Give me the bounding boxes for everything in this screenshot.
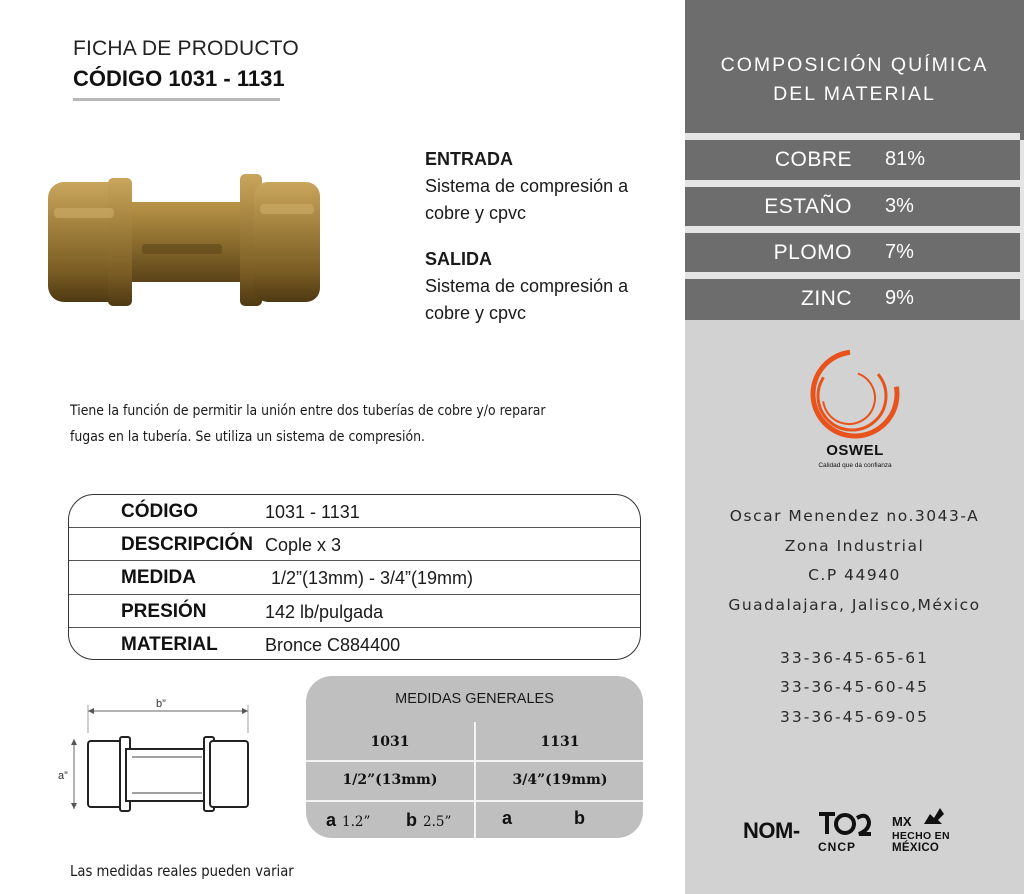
address-line-3: C.P 44940 <box>808 566 901 584</box>
eagle-icon <box>920 806 948 828</box>
measures-disclaimer: Las medidas reales pueden variar <box>70 862 294 880</box>
b-value: 2.5” <box>423 814 452 830</box>
separator <box>685 226 1020 233</box>
measure-b-1031 <box>406 810 451 831</box>
element-name: ZINC <box>801 287 852 310</box>
element-percent: 3% <box>885 195 914 217</box>
product-code-heading: CÓDIGO 1031 - 1131 <box>73 66 285 91</box>
oswel-logo-icon <box>805 346 905 442</box>
separator <box>685 180 1020 187</box>
spec-label: PRESIÓN <box>121 600 207 622</box>
spec-value: 142 lb/pulgada <box>265 601 384 622</box>
spec-row-code <box>69 495 640 528</box>
measure-a-1131 <box>502 808 518 829</box>
outlet-info <box>425 246 675 327</box>
spec-row-description <box>69 528 640 561</box>
spec-label: MEDIDA <box>121 567 196 589</box>
product-photo <box>40 168 330 318</box>
brand-name: OSWEL <box>826 442 884 459</box>
measure-code-1131: 1131 <box>540 734 580 750</box>
spec-value: 1031 - 1131 <box>265 502 360 522</box>
heading-underline <box>73 98 280 101</box>
mx-code: MX <box>892 814 912 829</box>
a-value: 1.2” <box>342 814 371 830</box>
hecho-en-mexico-seal <box>892 806 962 858</box>
element-percent: 81% <box>885 148 926 170</box>
product-description: Tiene la función de permitir la unión entre dos tuberías de cobre y/o reparar fugas en la tubería. Se utiliza un sistema de compresión. <box>70 403 546 445</box>
measures-title: MEDIDAS GENERALES <box>395 691 554 707</box>
element-name: ESTAÑO <box>764 195 852 218</box>
address-line-4: Guadalajara, Jalisco,México <box>728 596 981 614</box>
dimension-drawing <box>52 693 262 823</box>
cncp-mark-icon <box>813 808 873 840</box>
composition-row-zinc <box>685 279 1020 319</box>
spec-row-size <box>69 561 640 594</box>
spec-label: MATERIAL <box>121 633 218 655</box>
element-name: PLOMO <box>773 241 852 264</box>
outlet-label: SALIDA <box>425 249 492 269</box>
spec-table <box>68 494 641 660</box>
sheet-title: FICHA DE PRODUCTO <box>73 37 299 60</box>
spec-label: DESCRIPCIÓN <box>121 534 253 556</box>
composition-row-lead <box>685 233 1020 273</box>
phone-number-1: 33-36-45-65-61 <box>780 649 929 667</box>
measure-b-1131 <box>574 808 591 829</box>
measure-size-1031: 1/2”(13mm) <box>342 772 438 788</box>
dim-label-b: b” <box>156 698 166 710</box>
phone-number-2: 33-36-45-60-45 <box>780 678 929 696</box>
mx-line-1: HECHO EN <box>892 830 950 842</box>
mx-line-2: MÉXICO <box>892 842 940 854</box>
inlet-info <box>425 146 675 227</box>
inlet-label: ENTRADA <box>425 149 513 169</box>
nom-text: NOM- <box>743 818 800 843</box>
oswel-logo <box>805 346 905 476</box>
b-letter: b <box>574 808 585 828</box>
measure-code-1031: 1031 <box>370 734 410 750</box>
separator <box>685 133 1020 140</box>
nom-cncp-seal <box>743 808 873 858</box>
a-letter: a <box>502 808 513 828</box>
element-percent: 7% <box>885 241 914 263</box>
panel-edge <box>1020 140 1024 320</box>
a-letter: a <box>326 810 337 830</box>
spec-value: Cople x 3 <box>265 535 342 556</box>
address-line-2: Zona Industrial <box>784 537 925 555</box>
spec-label: CÓDIGO <box>121 501 199 522</box>
element-percent: 9% <box>885 287 914 309</box>
composition-row-tin <box>685 187 1020 227</box>
separator <box>685 272 1020 279</box>
composition-title <box>685 51 1024 109</box>
composition-title-line2: DEL MATERIAL <box>773 83 936 105</box>
measures-grid <box>306 722 643 838</box>
spec-value: Bronce C884400 <box>265 634 401 655</box>
spec-row-material <box>69 628 640 660</box>
spec-value: 1/2”(13mm) - 3/4”(19mm) <box>271 568 474 589</box>
composition-row-copper <box>685 140 1020 180</box>
composition-title-line1: COMPOSICIÓN QUÍMICA <box>720 54 989 76</box>
phone-number-3: 33-36-45-69-05 <box>780 708 929 726</box>
measure-a-1031 <box>326 810 370 831</box>
dim-label-a: a” <box>58 770 68 782</box>
spec-row-pressure <box>69 595 640 628</box>
element-name: COBRE <box>774 148 852 171</box>
cncp-text: CNCP <box>818 840 857 854</box>
brand-tagline: Calidad que da confianza <box>818 462 892 469</box>
inlet-text: Sistema de compresión a cobre y cpvc <box>425 176 629 223</box>
b-letter: b <box>406 810 417 830</box>
outlet-text: Sistema de compresión a cobre y cpvc <box>425 276 629 323</box>
general-measures-table <box>306 676 643 838</box>
measure-size-1131: 3/4”(19mm) <box>512 772 608 788</box>
address-line-1: Oscar Menendez no.3043-A <box>729 507 980 525</box>
composition-box <box>685 0 1024 320</box>
